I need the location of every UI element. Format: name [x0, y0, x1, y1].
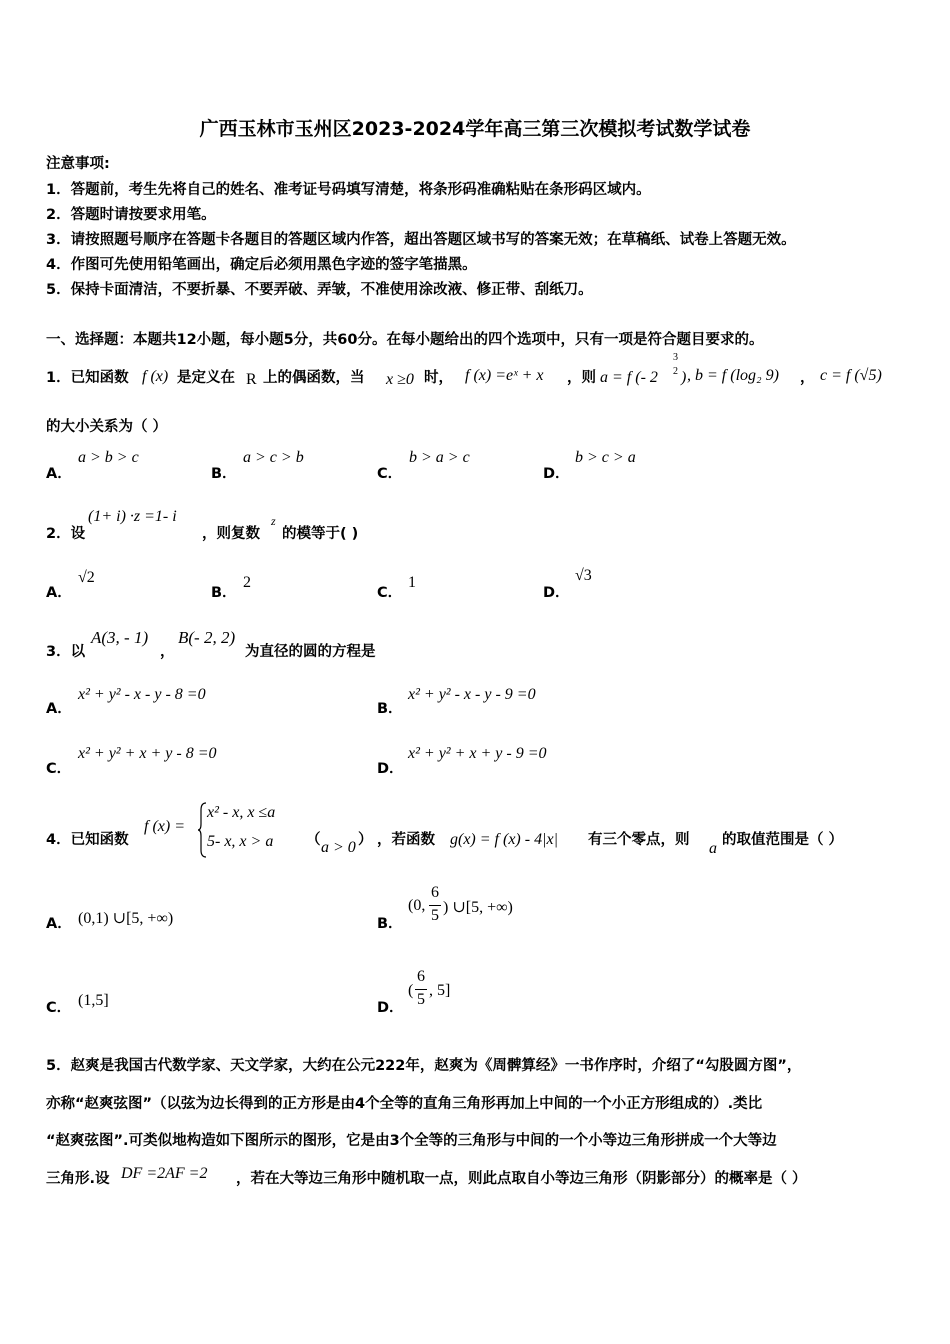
option-text: 1 [408, 574, 416, 591]
q1-text: 时， [424, 370, 453, 386]
q4-paren: ） [358, 832, 373, 848]
q2-expr: (1+ i) ·z =1- i [88, 508, 177, 525]
q4-text: ，若函数 [377, 832, 435, 848]
fraction-numerator: 6 [417, 968, 425, 985]
q4-case1: x² - x, x ≤a [207, 804, 276, 821]
option-text: (0,1) ∪[5, +∞) [78, 910, 174, 927]
option-text: a > b > c [78, 449, 139, 466]
q4-g: g(x) = f (x) - 4|x| [450, 831, 558, 848]
q1-text: ，则 [567, 370, 596, 386]
q4-text: 的取值范围是（ ） [722, 832, 844, 848]
q4-paren: （ [306, 832, 321, 848]
q3-point-B: B(- 2, 2) [178, 628, 236, 647]
option-text: 2 [243, 574, 251, 591]
q5-line: 亦称“赵爽弦图”（以弦为边长得到的正方形是由4个全等的直角三角形再加上中间的一个小正方形组成的）.类比 [46, 1096, 763, 1112]
fraction-numerator: 6 [431, 884, 439, 901]
fraction-denominator: 5 [431, 907, 439, 924]
q4-a: a [709, 840, 717, 857]
option-text: √3 [575, 567, 592, 584]
option-label: D． [377, 761, 404, 777]
option-label: C． [46, 1000, 72, 1016]
notice-item: 5．保持卡面清洁，不要折暴、不要弄破、弄皱，不准使用涂改液、修正带、刮纸刀。 [46, 282, 593, 298]
option-label: C． [46, 761, 72, 777]
q3-number: 3．以 [46, 644, 86, 660]
option-label: D． [543, 466, 570, 482]
option-text: b > a > c [409, 449, 470, 466]
q5-line: ，若在大等边三角形中随机取一点，则此点取自小等边三角形（阴影部分）的概率是（ ） [236, 1171, 807, 1187]
q5-line: “赵爽弦图”.可类似地构造如下图所示的图形，它是由3个全等的三角形与中间的一个小等边三角形拼成一个大等边 [46, 1133, 777, 1149]
option-label: A． [46, 701, 72, 717]
option-label: B． [211, 585, 237, 601]
option-text: x² + y² - x - y - 9 =0 [408, 686, 536, 703]
option-label: C． [377, 466, 403, 482]
option-text: x² + y² + x + y - 9 =0 [408, 745, 547, 762]
q1-text: 上的偶函数，当 [263, 370, 365, 386]
option-label: D． [377, 1000, 404, 1016]
q4-text: 有三个零点，则 [588, 832, 690, 848]
option-text: √2 [78, 569, 95, 586]
notice-item: 3．请按照题号顺序在答题卡各题目的答题区域内作答，超出答题区域书写的答案无效；在草稿纸、试卷上答题无效。 [46, 232, 796, 248]
fraction-bar [429, 905, 441, 906]
option-label: A． [46, 585, 72, 601]
brace-icon [197, 802, 207, 858]
q1-fx: f (x) [142, 368, 169, 385]
notice-heading: 注意事项: [46, 156, 110, 172]
q4-fx: f (x) = [144, 818, 185, 835]
option-text: a > c > b [243, 449, 304, 466]
q1-a-end: ) [681, 369, 687, 386]
option-text-post: , 5] [429, 982, 451, 999]
q1-a: a = f (- 2 [600, 369, 658, 386]
q3-sep: ， [160, 644, 175, 660]
option-label: B． [211, 466, 237, 482]
q2-z: z [271, 514, 276, 528]
option-label: D． [543, 585, 570, 601]
q1-line2: 的大小关系为（ ） [46, 419, 168, 435]
q1-sep: ， [800, 370, 815, 386]
option-label: C． [377, 585, 403, 601]
option-text-pre: (0, [408, 897, 426, 914]
q1-expr: f (x) =eˣ + x [465, 367, 544, 384]
option-label: B． [377, 916, 403, 932]
q1-cond: x ≥0 [386, 371, 414, 388]
option-text: (1,5] [78, 992, 109, 1009]
page-title: 广西玉林市玉州区2023-2024学年高三第三次模拟考试数学试卷 [199, 118, 751, 140]
q1-R: R [246, 371, 257, 388]
q5-math: DF =2AF =2 [121, 1165, 208, 1182]
q1-a-exp-num: 3 [673, 352, 678, 363]
option-text-post: ) ∪[5, +∞) [443, 899, 513, 916]
q2-text: 的模等于( ) [282, 526, 359, 542]
option-text: x² + y² - x - y - 8 =0 [78, 686, 206, 703]
q4-number: 4．已知函数 [46, 832, 129, 848]
q5-line: 5．赵爽是我国古代数学家、天文学家，大约在公元222年，赵爽为《周髀算经》一书作序时，介绍了“勾股圆方图”， [46, 1058, 802, 1074]
option-label: A． [46, 916, 72, 932]
q1-a-exp-den: 2 [673, 366, 678, 377]
q1-b: , b = f (log₂ 9) [687, 367, 779, 384]
section-heading: 一、选择题：本题共12小题，每小题5分，共60分。在每小题给出的四个选项中，只有一项是符合题目要求的。 [46, 332, 764, 348]
q1-text: 是定义在 [177, 370, 235, 386]
q4-cond: a > 0 [321, 839, 356, 856]
option-text: x² + y² + x + y - 8 =0 [78, 745, 217, 762]
q1-number: 1．已知函数 [46, 370, 129, 386]
notice-item: 4．作图可先使用铅笔画出，确定后必须用黑色字迹的签字笔描黑。 [46, 257, 477, 273]
option-text: b > c > a [575, 449, 636, 466]
fraction-denominator: 5 [417, 991, 425, 1008]
q1-c: c = f (√5) [820, 367, 882, 384]
notice-item: 2．答题时请按要求用笔。 [46, 207, 216, 223]
q5-line: 三角形.设 [46, 1171, 110, 1187]
q2-number: 2．设 [46, 526, 86, 542]
q2-text: ，则复数 [202, 526, 260, 542]
q4-case2: 5- x, x > a [207, 833, 274, 850]
fraction-bar [415, 989, 427, 990]
q3-point-A: A(3, - 1) [91, 628, 149, 647]
option-label: A． [46, 466, 72, 482]
q3-text: 为直径的圆的方程是 [245, 644, 376, 660]
option-label: B． [377, 701, 403, 717]
option-text-pre: ( [408, 982, 414, 999]
notice-item: 1．答题前，考生先将自己的姓名、准考证号码填写清楚，将条形码准确粘贴在条形码区域内。 [46, 182, 651, 198]
